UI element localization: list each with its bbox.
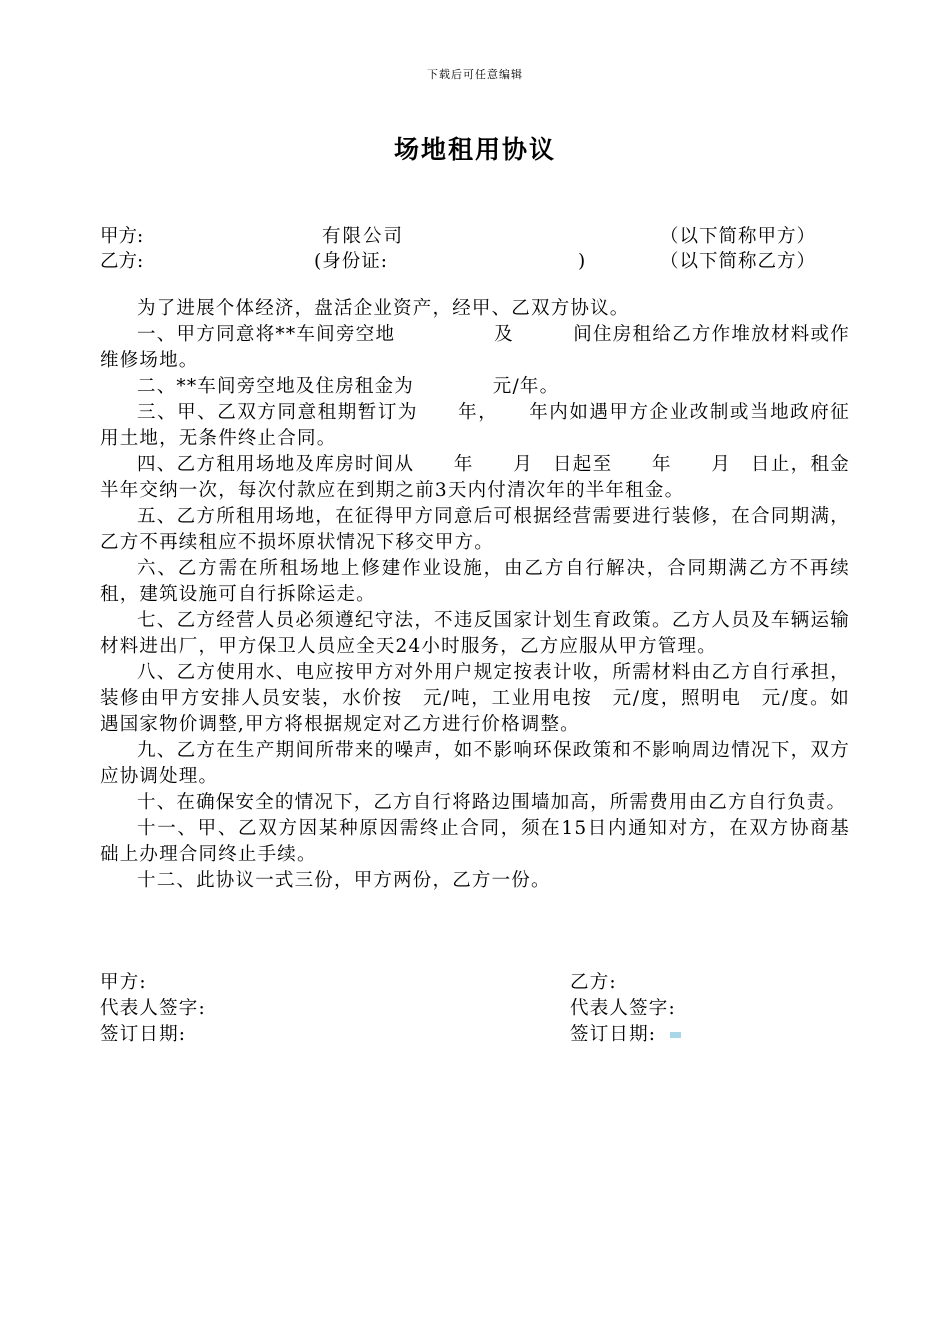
clause-4: 四、乙方租用场地及库房时间从 年 月 日起至 年 月 日止，租金半年交纳一次，每次付款应在到期之前3天内付清次年的半年租金。 xyxy=(100,454,850,501)
party-a-alias: （以下简称甲方） xyxy=(660,226,817,247)
clause-list xyxy=(100,296,850,894)
clause-12: 十二、此协议一式三份，甲方两份，乙方一份。 xyxy=(137,870,551,891)
document-title: 场地租用协议 xyxy=(393,135,556,164)
sig-party-a-label: 甲方: xyxy=(100,972,147,993)
party-b-alias: （以下简称乙方） xyxy=(660,251,817,272)
party-a-row xyxy=(100,224,850,250)
clause-1: 一、甲方同意将**车间旁空地 及 间住房租给乙方作堆放材料或作维修场地。 xyxy=(100,324,850,371)
sig-party-b-label: 乙方: xyxy=(570,972,617,993)
clause-2: 二、**车间旁空地及住房租金为 元/年。 xyxy=(137,376,560,397)
party-b-label: 乙方: xyxy=(100,251,144,272)
clause-9: 九、乙方在生产期间所带来的噪声，如不影响环保政策和不影响周边情况下，双方应协调处理。 xyxy=(100,740,850,787)
clause-7: 七、乙方经营人员必须遵纪守法，不违反国家计划生育政策。乙方人员及车辆运输材料进出厂，甲方保卫人员应全天24小时服务，乙方应服从甲方管理。 xyxy=(100,610,850,657)
clause-5: 五、乙方所租用场地，在征得甲方同意后可根据经营需要进行装修，在合同期满，乙方不再续租应不损坏原状情况下移交甲方。 xyxy=(100,506,850,553)
clause-3: 三、甲、乙双方同意租期暂订为 年， 年内如遇甲方企业改制或当地政府征用土地，无条件终止合同。 xyxy=(100,402,850,449)
sig-party-b-date: 签订日期: xyxy=(570,1024,657,1045)
sig-party-a-rep: 代表人签字: xyxy=(100,998,206,1019)
party-b-id-open: (身份证: xyxy=(314,251,388,272)
clause-10: 十、在确保安全的情况下，乙方自行将路边围墙加高，所需费用由乙方自行负责。 xyxy=(137,792,847,813)
party-a-label: 甲方: xyxy=(100,226,144,247)
sig-party-b-rep: 代表人签字: xyxy=(570,998,676,1019)
text-cursor-marker xyxy=(670,1032,681,1038)
sig-party-a-date: 签订日期: xyxy=(100,1024,187,1045)
header-note: 下载后可任意编辑 xyxy=(427,68,523,81)
clause-8: 八、乙方使用水、电应按甲方对外用户规定按表计收，所需材料由乙方自行承担，装修由甲方安排人员安装，水价按 元/吨，工业用电按 元/度，照明电 元/度。如遇国家物价调整,甲方将根据规定对乙方进行价格调整。 xyxy=(100,662,850,735)
signature-block-party-b xyxy=(570,970,681,1048)
clause-intro: 为了进展个体经济，盘活企业资产，经甲、乙双方协议。 xyxy=(137,298,630,319)
party-b-id-close: ) xyxy=(578,251,586,272)
clause-6: 六、乙方需在所租场地上修建作业设施，由乙方自行解决，合同期满乙方不再续租，建筑设施可自行拆除运走。 xyxy=(100,558,850,605)
sig-party-b-date-row xyxy=(570,1022,681,1048)
party-b-row xyxy=(100,249,850,275)
party-a-company: 有限公司 xyxy=(322,226,405,247)
clause-11: 十一、甲、乙双方因某种原因需终止合同，须在15日内通知对方，在双方协商基础上办理合同终止手续。 xyxy=(100,818,850,865)
signature-block-party-a xyxy=(100,970,206,1048)
